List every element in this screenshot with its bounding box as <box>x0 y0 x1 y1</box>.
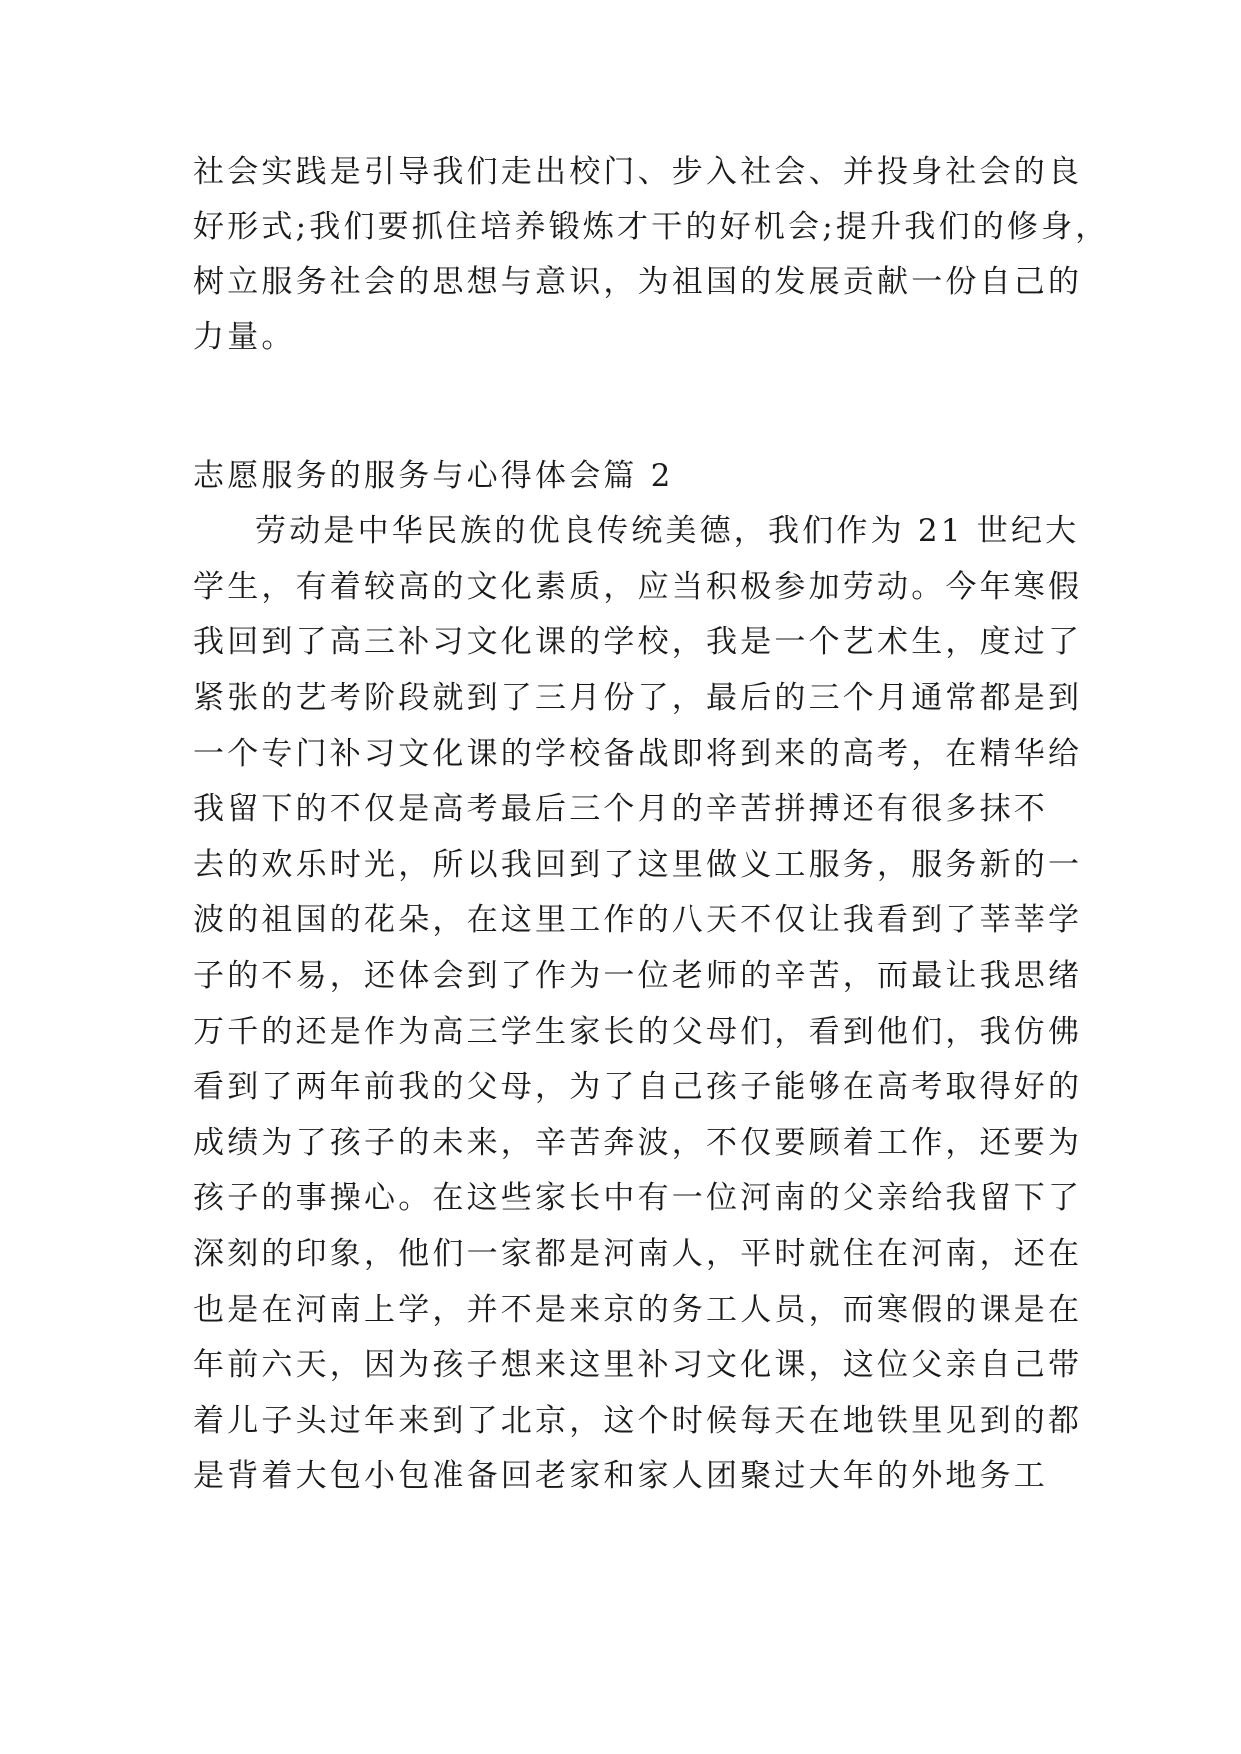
paragraph-line: 社会实践是引导我们走出校门、步入社会、并投身社会的良 <box>193 154 1083 190</box>
paragraph-line: 是背着大包小包准备回老家和家人团聚过大年的外地务工 <box>193 1458 1048 1494</box>
paragraph-line: 我留下的不仅是高考最后三个月的辛苦拼搏还有很多抹不 <box>193 791 1048 827</box>
paragraph-line: 树立服务社会的思想与意识，为祖国的发展贡献一份自己的 <box>193 264 1083 300</box>
section-heading: 志愿服务的服务与心得体会篇 2 <box>193 458 674 494</box>
paragraph-line: 好形式;我们要抓住培养锻炼才干的好机会;提升我们的修身， <box>193 209 1110 245</box>
paragraph-line: 年前六天，因为孩子想来这里补习文化课，这位父亲自己带 <box>193 1347 1083 1383</box>
paragraph-line: 看到了两年前我的父母，为了自己孩子能够在高考取得好的 <box>193 1069 1083 1105</box>
paragraph-line: 学生，有着较高的文化素质，应当积极参加劳动。今年寒假 <box>193 569 1083 605</box>
paragraph-line: 波的祖国的花朵，在这里工作的八天不仅让我看到了莘莘学 <box>193 902 1083 938</box>
paragraph-line: 成绩为了孩子的未来，辛苦奔波，不仅要顾着工作，还要为 <box>193 1125 1083 1161</box>
paragraph-line: 我回到了高三补习文化课的学校，我是一个艺术生，度过了 <box>193 624 1083 660</box>
paragraph-line: 万千的还是作为高三学生家长的父母们，看到他们，我仿佛 <box>193 1014 1083 1050</box>
paragraph-line: 去的欢乐时光，所以我回到了这里做义工服务，服务新的一 <box>193 847 1083 883</box>
paragraph-line: 也是在河南上学，并不是来京的务工人员，而寒假的课是在 <box>193 1292 1083 1328</box>
paragraph-line: 子的不易，还体会到了作为一位老师的辛苦，而最让我思绪 <box>193 958 1083 994</box>
paragraph-line: 着儿子头过年来到了北京，这个时候每天在地铁里见到的都 <box>193 1403 1083 1439</box>
paragraph-line: 孩子的事操心。在这些家长中有一位河南的父亲给我留下了 <box>193 1180 1083 1216</box>
paragraph-line: 一个专门补习文化课的学校备战即将到来的高考，在精华给 <box>193 736 1083 772</box>
paragraph-line: 紧张的艺考阶段就到了三月份了，最后的三个月通常都是到 <box>193 680 1083 716</box>
paragraph-line: 力量。 <box>193 319 296 355</box>
paragraph-line: 劳动是中华民族的优良传统美德，我们作为 21 世纪大 <box>255 513 1080 549</box>
paragraph-line: 深刻的印象，他们一家都是河南人，平时就住在河南，还在 <box>193 1236 1083 1272</box>
